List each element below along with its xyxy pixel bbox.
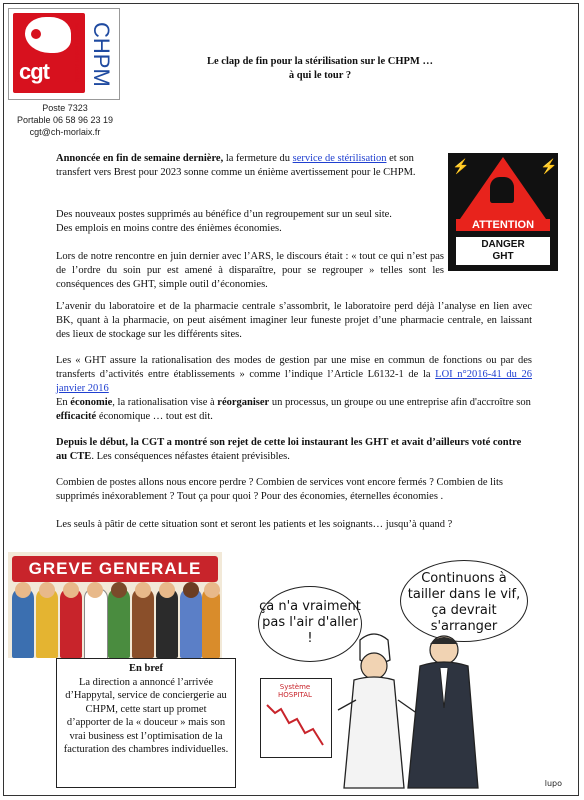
en-bref-text: La direction a annoncé l’arrivée d’Happytal, service de conciergerie au CHPM, cette start up promet d’apporter de la « douceur » mais son vrai business est l’optimisation de la facturation des chambres individuelles. — [63, 676, 229, 755]
protester-head — [183, 582, 199, 598]
paragraph-4: L’avenir du laboratoire et de la pharmacie centrale s’assombrit, le laboratoire perd déjà l’analyse en lien avec BK, quant à la pharmacie, on peut aisément imaginer leur funeste projet d’une pharmacie centrale, en laissant des lieux de stockage sur les différents sites. — [56, 301, 532, 340]
danger-ght-label — [456, 237, 550, 265]
p2-line2: Des emplois en moins contre des énièmes économies. — [56, 223, 282, 234]
p5-pre: En — [56, 397, 71, 408]
contact-poste: Poste 7323 — [42, 103, 88, 113]
protester-figure — [156, 588, 178, 658]
p1-text2: et son transfert vers Brest pour 2023 sonne comme un énième avertissement pour le CHPM. — [56, 153, 416, 178]
p6-lead: Depuis le début, la CGT a montré son rejet de cette loi instaurant les GHT et avait d’ailleurs voté contre au CTE — [56, 437, 522, 462]
p5-efficacite: efficacité — [56, 411, 97, 422]
title-line2: à qui le tour ? — [288, 70, 352, 81]
attention-label: ATTENTION — [456, 219, 550, 231]
paragraph-5 — [56, 354, 532, 396]
rose-icon — [31, 29, 41, 39]
paragraph-2 — [56, 208, 446, 236]
protester-figure — [84, 588, 108, 658]
protester-head — [15, 582, 31, 598]
protester-figure — [60, 588, 82, 658]
paragraph-8: Les seuls à pâtir de cette situation sont et seront les patients et les soignants… jusqu’à quand ? — [56, 519, 453, 530]
p1-text1: la fermeture du — [223, 153, 293, 164]
p5-text1: Les « GHT assure la rationalisation des modes de gestion par une mise en commun de fonctions ou par des transferts d’activités entre établissements » comme l’indique l’Article L6132-1 de la — [56, 355, 532, 380]
cgt-logo — [8, 8, 120, 100]
strike-banner: GREVE GENERALE — [12, 556, 218, 582]
system-hospital-label: Système HOSPITAL — [278, 683, 312, 699]
protester-figure — [132, 588, 154, 658]
p6-text: . Les conséquences néfastes étaient prévisibles. — [91, 451, 290, 462]
protester-figure — [180, 588, 202, 658]
attention-danger-ght-image — [448, 153, 558, 271]
contact-block — [10, 102, 120, 138]
en-bref-box — [56, 658, 236, 788]
paragraph-7: Combien de postes allons nous encore perdre ? Combien de services vont encore fermés ? Combien de lits supprimés inéxorablement ? Tout ça pour quoi ? Pour des économies, éternelles économies . — [56, 477, 503, 502]
p5-post: un processus, un groupe ou une entreprise afin d'accroître son — [269, 397, 531, 408]
paragraph-1 — [56, 152, 442, 180]
p5-economie: économie — [70, 397, 113, 408]
paragraph-5b — [56, 396, 532, 424]
protester-head — [135, 582, 151, 598]
lightning-icon: ⚡ — [540, 160, 558, 175]
protester-head — [204, 582, 220, 598]
protester-figure — [202, 588, 220, 658]
contact-portable: Portable 06 58 96 23 19 — [16, 115, 114, 125]
title-line1: Le clap de fin pour la stérilisation sur le CHPM … — [207, 56, 433, 67]
protester-figure — [36, 588, 58, 658]
paragraph-3: Lors de notre rencontre en juin dernier avec l’ARS, le discours était : « tout ce qui n’est pas de l’ordre du soin pur est amené à disparaître, pour se regrouper » telles sont les conséquences des GHT, simple outil d’économies. — [56, 251, 444, 290]
p2-line1: Des nouveaux postes supprimés au bénéfice d’un regroupement sur un seul site. — [56, 209, 392, 220]
worker-silhouette-icon — [490, 177, 514, 203]
cgt-wordmark: cgt — [19, 59, 49, 84]
protester-figure — [12, 588, 34, 658]
protester-head — [159, 582, 175, 598]
protester-figure — [108, 588, 130, 658]
p1-lead: Annoncée en fin de semaine dernière, — [56, 153, 224, 164]
logo-side-text: santé et action sociale — [73, 23, 79, 83]
paragraph-6 — [56, 436, 532, 464]
loi-link[interactable]: LOI n°2016-41 du 26 janvier 2016 — [56, 369, 532, 394]
cartoon-illustration — [248, 560, 568, 792]
contact-email[interactable]: cgt@ch-morlaix.fr — [29, 127, 101, 137]
protester-head — [87, 582, 103, 598]
en-bref-title: En bref — [129, 663, 163, 674]
p5-reorganiser: réorganiser — [217, 397, 270, 408]
sterilisation-link[interactable]: service de stérilisation — [292, 153, 387, 164]
protester-head — [39, 582, 55, 598]
p5-end: économique … tout est dit. — [96, 411, 213, 422]
p5-mid: , la rationalisation vise à — [112, 397, 218, 408]
page-title — [180, 55, 460, 83]
greve-generale-image — [8, 552, 222, 658]
speech-bubble-politician: Continuons à tailler dans le vif, ça devrait s'arranger — [400, 560, 528, 642]
chpm-label: CHPM — [89, 21, 114, 87]
lightning-icon: ⚡ — [452, 160, 470, 175]
danger-text: DANGER — [481, 239, 525, 250]
protester-head — [63, 582, 79, 598]
speech-bubble-nurse: ça n'a vraiment pas l'air d'aller ! — [258, 586, 362, 662]
characters-drawing — [248, 560, 568, 792]
protester-head — [111, 582, 127, 598]
cartoonist-signature: lupo — [544, 779, 562, 788]
ght-text: GHT — [492, 251, 514, 262]
